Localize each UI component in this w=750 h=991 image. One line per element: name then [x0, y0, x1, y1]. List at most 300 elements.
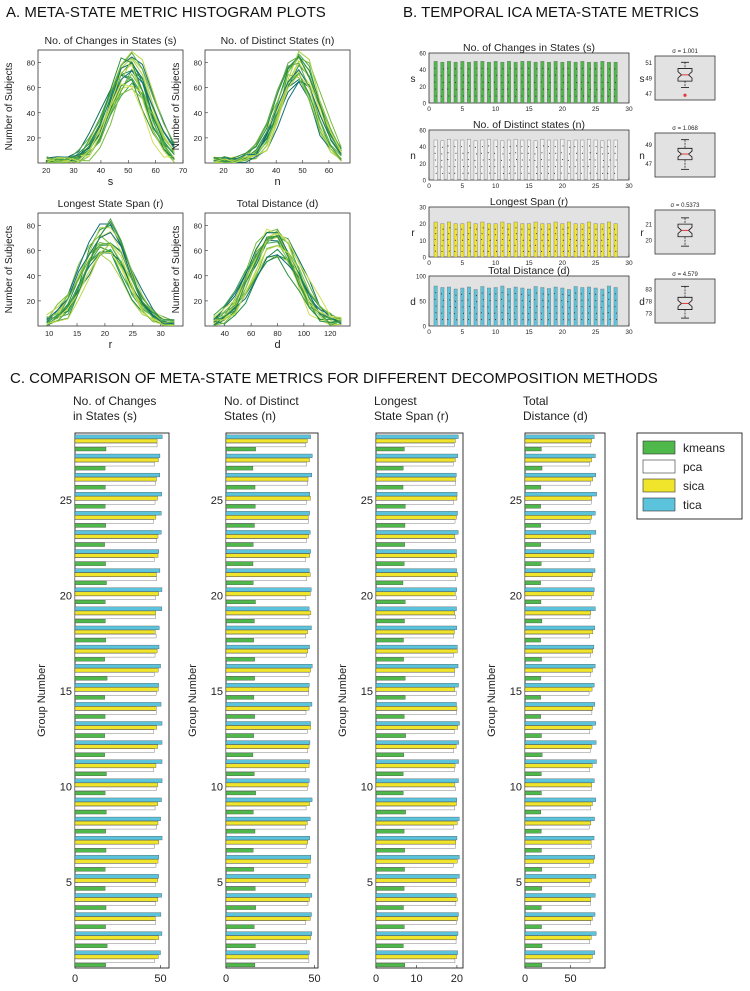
tica_r-subject-dot: [448, 245, 449, 246]
tica_d-subject-dot: [542, 300, 543, 301]
hist_r-ytick-label: 80: [26, 221, 35, 231]
hist_r-ylabel: Number of Subjects: [4, 225, 15, 314]
cmp-bar-sica: [525, 477, 593, 481]
tica_n-subject-dot: [503, 173, 504, 174]
tica_n-subject-dot: [561, 152, 562, 153]
cmp-bar-kmeans: [525, 657, 542, 661]
tica_s-bar: [487, 62, 490, 103]
tica_n-subject-dot: [582, 146, 583, 147]
cmp-bar-tica: [376, 550, 456, 554]
hist_s-xtick-label: 30: [69, 166, 78, 175]
tica_s-subject-dot: [528, 89, 529, 90]
cmp-bar-sica: [376, 707, 457, 711]
tica_n-subject-dot: [574, 146, 575, 147]
tica_n-subject-dot: [561, 173, 562, 174]
tica_n-subject-dot: [608, 166, 609, 167]
tica_r-subject-dot: [588, 245, 589, 246]
cmp-bar-sica: [226, 917, 310, 921]
cmp-bar-kmeans: [525, 505, 541, 509]
tica_r-subject-dot: [595, 245, 596, 246]
cmp-bar-pca: [376, 959, 455, 963]
cmp-bar-pca: [226, 902, 308, 906]
tica_d-subject-dot: [503, 305, 504, 306]
cmp-bar-sica: [376, 726, 458, 730]
tica_d-subject-dot: [548, 294, 549, 295]
cmp-bar-tica: [226, 511, 310, 515]
cmp-bar-tica: [226, 550, 311, 554]
cmp-ytick-label: 5: [366, 877, 373, 890]
cmp-bar-pca: [226, 883, 306, 887]
tica_n-subject-dot: [509, 173, 510, 174]
cmp-bar-pca: [525, 500, 591, 504]
tica_r-subject-dot: [536, 233, 537, 234]
tica_r-subject-dot: [516, 239, 517, 240]
cmp-bar-tica: [525, 779, 594, 783]
hist_r-xtick-label: 30: [156, 329, 165, 338]
cmp-bar-kmeans: [75, 562, 106, 566]
tica_d-subject-dot: [614, 306, 615, 307]
cmp-bar-tica: [226, 683, 309, 687]
tica_n-subject-dot: [575, 166, 576, 167]
cmp-bar-tica: [75, 550, 159, 554]
cmp-bar-tica: [75, 569, 160, 573]
cmp-bar-kmeans: [75, 657, 105, 661]
cmp-bar-pca: [75, 768, 154, 772]
tica_n-xtick-label: 30: [625, 183, 633, 190]
tica_n-subject-dot: [548, 166, 549, 167]
cmp-bar-tica: [525, 550, 594, 554]
cmp-bar-kmeans: [226, 887, 255, 891]
tica_d-subject-dot: [608, 305, 609, 306]
cmp-bar-pca: [226, 596, 306, 600]
tica_s-subject-dot: [581, 82, 582, 83]
cmp-bar-sica: [525, 745, 592, 749]
cmp-xtick-label: 0: [372, 973, 380, 985]
tica_d-subject-dot: [434, 299, 435, 300]
tica_s-subject-dot: [448, 96, 449, 97]
cmp-bar-kmeans: [75, 676, 107, 680]
tica_s-subject-dot: [516, 89, 517, 90]
tica_r-subject-dot: [607, 245, 608, 246]
cmp-bar-kmeans: [525, 466, 542, 470]
cmp-bar-pca: [376, 539, 455, 543]
tica_n-subject-dot: [481, 173, 482, 174]
tica_r-subject-dot: [483, 251, 484, 252]
cmp-bar-sica: [75, 878, 158, 882]
cmp-bar-sica: [226, 573, 310, 577]
tica_d-subject-dot: [608, 312, 609, 313]
tica_s-xtick-label: 20: [558, 106, 566, 113]
tica_s-xtick-label: 10: [492, 106, 500, 113]
tica_d-subject-dot: [528, 295, 529, 296]
cmp-bar-pca: [376, 921, 456, 925]
cmp-bar-kmeans: [75, 466, 105, 470]
tica_r-subject-dot: [502, 227, 503, 228]
cmp-bar-sica: [226, 955, 308, 959]
cmp-ytick-label: 20: [59, 590, 72, 603]
tica_d-subject-dot: [496, 306, 497, 307]
cmp-bar-sica: [376, 535, 455, 539]
cmp-bar-kmeans: [376, 638, 403, 642]
cmp-bar-sica: [376, 668, 455, 672]
cmp-panel-0-ylabel: Group Number: [36, 664, 48, 737]
cmp-bar-sica: [376, 496, 457, 500]
box_d-ytick-label: 83: [645, 287, 652, 294]
tica_s-subject-dot: [476, 75, 477, 76]
tica_d-subject-dot: [582, 313, 583, 314]
cmp-bar-tica: [376, 913, 458, 917]
cmp-bar-tica: [226, 760, 310, 764]
tica_n-subject-dot: [515, 152, 516, 153]
cmp-bar-pca: [75, 653, 155, 657]
cmp-xtick-label: 20: [450, 973, 464, 985]
tica_d-xtick-label: 30: [625, 329, 633, 336]
hist_r-title: Longest State Span (r): [57, 198, 164, 210]
tica_d-subject-dot: [509, 319, 510, 320]
tica_d-subject-dot: [581, 293, 582, 294]
cmp-bar-kmeans: [226, 963, 255, 967]
cmp-bar-tica: [376, 607, 456, 611]
hist_n-ylabel: Number of Subjects: [171, 62, 182, 151]
cmp-bar-tica: [525, 626, 595, 630]
cmp-bar-sica: [226, 687, 309, 691]
tica_r-subject-dot: [523, 251, 524, 252]
cmp-bar-tica: [376, 836, 457, 840]
tica_d-subject-dot: [568, 313, 569, 314]
tica_r-subject-dot: [549, 229, 550, 230]
tica_s-subject-dot: [563, 75, 564, 76]
tica_n-subject-dot: [462, 153, 463, 154]
tica_d-subject-dot: [469, 306, 470, 307]
cmp-bar-kmeans: [376, 581, 403, 585]
tica_r-subject-dot: [543, 234, 544, 235]
cmp-bar-sica: [226, 859, 310, 863]
cmp-bar-kmeans: [525, 696, 541, 700]
cmp-bar-sica: [226, 592, 310, 596]
tica_d-subject-dot: [601, 307, 602, 308]
tica_s-subject-dot: [455, 68, 456, 69]
tica_s-ytick-label: 0: [422, 101, 426, 108]
tica_r-subject-dot: [523, 240, 524, 241]
cmp-bar-pca: [226, 787, 307, 791]
tica_n-subject-dot: [555, 146, 556, 147]
hist_n-xtick-label: 20: [219, 166, 228, 175]
cmp-bar-sica: [226, 630, 308, 634]
tica_d-subject-dot: [535, 319, 536, 320]
tica_n-subject-dot: [449, 166, 450, 167]
tica_r-subject-dot: [588, 239, 589, 240]
hist_s-ytick-label: 40: [26, 108, 35, 118]
tica_d-subject-dot: [615, 300, 616, 301]
tica_n-xtick-label: 25: [592, 183, 600, 190]
cmp-bar-tica: [226, 932, 312, 936]
cmp-bar-tica: [525, 607, 595, 611]
tica_s-subject-dot: [556, 89, 557, 90]
cmp-panel-1-title-line2: States (n): [224, 409, 277, 423]
cmp-bar-kmeans: [75, 791, 105, 795]
tica_n-subject-dot: [502, 153, 503, 154]
cmp-ytick-label: 20: [509, 590, 522, 603]
tica_s-subject-dot: [528, 75, 529, 76]
tica_r-subject-dot: [443, 240, 444, 241]
tica_s-subject-dot: [476, 68, 477, 69]
cmp-bar-kmeans: [525, 753, 542, 757]
tica_s-subject-dot: [590, 89, 591, 90]
hist_s-xtick-label: 20: [42, 166, 51, 175]
tica_r-subject-dot: [501, 245, 502, 246]
cmp-bar-sica: [376, 783, 455, 787]
cmp-bar-kmeans: [525, 715, 541, 719]
tica_r-subject-dot: [502, 251, 503, 252]
cmp-bar-tica: [525, 798, 596, 802]
tica_r-subject-dot: [434, 245, 435, 246]
cmp-bar-pca: [226, 577, 307, 581]
tica_d-subject-dot: [468, 319, 469, 320]
tica_d-subject-dot: [574, 312, 575, 313]
cmp-bar-sica: [226, 707, 309, 711]
cmp-bar-pca: [525, 883, 590, 887]
cmp-bar-tica: [525, 836, 594, 840]
tica_n-subject-dot: [488, 152, 489, 153]
hist_d-xtick-label: 80: [273, 329, 282, 338]
tica_d-subject-dot: [602, 301, 603, 302]
tica_r-subject-dot: [614, 229, 615, 230]
tica_r-bar: [601, 224, 604, 257]
cmp-bar-pca: [75, 806, 155, 810]
cmp-bar-pca: [376, 711, 457, 715]
tica_r-subject-dot: [463, 234, 464, 235]
cmp-bar-tica: [75, 893, 162, 897]
tica_r-subject-dot: [563, 251, 564, 252]
tica_s-subject-dot: [443, 82, 444, 83]
tica_r-subject-dot: [488, 229, 489, 230]
tica_n-subject-dot: [548, 146, 549, 147]
tica_d-subject-dot: [495, 293, 496, 294]
tica_s-subject-dot: [595, 68, 596, 69]
cmp-bar-pca: [226, 500, 306, 504]
tica_d-subject-dot: [447, 319, 448, 320]
tica_r-subject-dot: [596, 229, 597, 230]
tica_d-xtick-label: 10: [492, 329, 500, 336]
cmp-ytick-label: 5: [65, 877, 72, 890]
tica_r-subject-dot: [495, 245, 496, 246]
cmp-bar-pca: [525, 481, 591, 485]
tica_n-subject-dot: [528, 166, 529, 167]
tica_s-subject-dot: [588, 96, 589, 97]
cmp-bar-sica: [75, 592, 159, 596]
tica_r-subject-dot: [443, 229, 444, 230]
hist_s-ytick-label: 80: [26, 58, 35, 68]
tica_r-subject-dot: [536, 239, 537, 240]
tica_d-ylabel: d: [410, 297, 416, 308]
tica_d-subject-dot: [575, 299, 576, 300]
tica_n-subject-dot: [610, 159, 611, 160]
cmp-bar-pca: [525, 749, 590, 753]
tica_n-subject-dot: [482, 146, 483, 147]
tica_s-subject-dot: [434, 82, 435, 83]
cmp-bar-kmeans: [226, 868, 254, 872]
cmp-xtick-label: 50: [564, 973, 577, 985]
tica_r-subject-dot: [482, 233, 483, 234]
tica_r-subject-dot: [555, 251, 556, 252]
tica_s-subject-dot: [509, 68, 510, 69]
tica_d-subject-dot: [615, 293, 616, 294]
tica_s-subject-dot: [481, 75, 482, 76]
cmp-bar-tica: [376, 951, 458, 955]
tica_s-xtick-label: 5: [460, 106, 465, 113]
tica_r-subject-dot: [448, 233, 449, 234]
cmp-bar-kmeans: [376, 524, 405, 528]
cmp-bar-kmeans: [376, 447, 404, 451]
cmp-xtick-label: 50: [308, 973, 321, 985]
cmp-bar-kmeans: [376, 810, 406, 814]
cmp-bar-sica: [226, 726, 311, 730]
tica_n-subject-dot: [542, 166, 543, 167]
cmp-bar-pca: [75, 940, 155, 944]
tica_n-subject-dot: [447, 159, 448, 160]
cmp-bar-kmeans: [376, 887, 404, 891]
cmp-bar-sica: [376, 477, 455, 481]
cmp-bar-sica: [376, 745, 456, 749]
hist_n-ytick-label: 80: [193, 58, 202, 68]
tica_d-subject-dot: [468, 299, 469, 300]
tica_n-subject-dot: [449, 173, 450, 174]
tica_n-subject-dot: [569, 147, 570, 148]
cmp-bar-sica: [226, 611, 311, 615]
tica_n-subject-dot: [588, 166, 589, 167]
tica_s-subject-dot: [602, 82, 603, 83]
tica_d-subject-dot: [489, 294, 490, 295]
cmp-bar-pca: [75, 787, 156, 791]
tica_s-subject-dot: [595, 75, 596, 76]
cmp-bar-kmeans: [75, 600, 105, 604]
tica_d-subject-dot: [609, 319, 610, 320]
tica_s-subject-dot: [508, 82, 509, 83]
tica_s-subject-dot: [534, 82, 535, 83]
tica_s-subject-dot: [468, 68, 469, 69]
tica_d-subject-dot: [561, 300, 562, 301]
cmp-bar-pca: [226, 443, 306, 447]
tica_r-subject-dot: [475, 234, 476, 235]
tica_n-subject-dot: [469, 145, 470, 146]
cmp-bar-kmeans: [376, 543, 405, 547]
tica_d-subject-dot: [547, 307, 548, 308]
tica_n-subject-dot: [569, 166, 570, 167]
tica_r-subject-dot: [609, 251, 610, 252]
tica_n-subject-dot: [521, 153, 522, 154]
cmp-bar-sica: [376, 687, 455, 691]
tica_r-xtick-label: 5: [460, 260, 465, 267]
tica_r-subject-dot: [567, 233, 568, 234]
cmp-bar-sica: [525, 439, 592, 443]
cmp-bar-sica: [525, 573, 593, 577]
cmp-bar-tica: [226, 741, 310, 745]
cmp-bar-pca: [525, 596, 591, 600]
box_n-sigma: σ = 1.068: [672, 126, 698, 132]
tica_n-subject-dot: [615, 146, 616, 147]
cmp-bar-kmeans: [75, 696, 105, 700]
tica_r-subject-dot: [461, 229, 462, 230]
tica_r-subject-dot: [555, 233, 556, 234]
tica_n-subject-dot: [596, 173, 597, 174]
tica_n-subject-dot: [494, 153, 495, 154]
cmp-bar-tica: [75, 664, 161, 668]
cmp-bar-sica: [226, 878, 308, 882]
cmp-bar-pca: [376, 577, 456, 581]
hist_s-xtick-label: 60: [151, 166, 160, 175]
cmp-bar-pca: [525, 672, 591, 676]
hist_s-title: No. of Changes in States (s): [44, 35, 177, 47]
cmp-bar-tica: [525, 741, 596, 745]
tica_n-subject-dot: [536, 147, 537, 148]
tica_d-subject-dot: [436, 305, 437, 306]
cmp-bar-kmeans: [376, 466, 403, 470]
tica_n-subject-dot: [615, 153, 616, 154]
cmp-bar-tica: [75, 932, 162, 936]
tica_d-subject-dot: [595, 294, 596, 295]
tica_r-subject-dot: [468, 239, 469, 240]
tica_d-ytick-label: 100: [415, 274, 426, 281]
tica_r-subject-dot: [569, 245, 570, 246]
tica_n-subject-dot: [528, 173, 529, 174]
cmp-bar-sica: [75, 687, 158, 691]
cmp-bar-kmeans: [525, 791, 541, 795]
tica_n-subject-dot: [549, 153, 550, 154]
cmp-bar-sica: [525, 764, 592, 768]
cmp-bar-kmeans: [376, 696, 405, 700]
tica_n-subject-dot: [602, 153, 603, 154]
cmp-bar-tica: [376, 664, 458, 668]
cmp-bar-pca: [75, 902, 156, 906]
cmp-bar-kmeans: [376, 944, 403, 948]
tica_n-subject-dot: [541, 173, 542, 174]
cmp-bar-sica: [226, 821, 307, 825]
cmp-bar-sica: [75, 439, 157, 443]
cmp-bar-tica: [525, 893, 595, 897]
tica_n-subject-dot: [468, 152, 469, 153]
box_n-ylabel: n: [639, 151, 645, 162]
tica_d-subject-dot: [603, 295, 604, 296]
tica_d-subject-dot: [596, 319, 597, 320]
cmp-bar-kmeans: [226, 848, 253, 852]
cmp-bar-sica: [75, 458, 158, 462]
tica_r-subject-dot: [582, 229, 583, 230]
tica_n-subject-dot: [582, 153, 583, 154]
hist_d-title: Total Distance (d): [236, 198, 319, 210]
tica_d-subject-dot: [454, 313, 455, 314]
tica_n-subject-dot: [515, 173, 516, 174]
cmp-bar-tica: [226, 473, 312, 477]
tica_r-subject-dot: [589, 227, 590, 228]
cmp-bar-pca: [376, 787, 455, 791]
cmp-bar-pca: [525, 730, 590, 734]
cmp-bar-sica: [525, 878, 591, 882]
cmp-bar-kmeans: [525, 734, 541, 738]
tica_r-subject-dot: [514, 245, 515, 246]
tica_r-subject-dot: [454, 251, 455, 252]
tica_d-xtick-label: 15: [525, 329, 533, 336]
tica_r-subject-dot: [528, 229, 529, 230]
tica_n-subject-dot: [534, 160, 535, 161]
cmp-ytick-label: 15: [59, 685, 72, 698]
cmp-panel-3-title-line1: Total: [523, 394, 549, 408]
tica_n-subject-dot: [455, 153, 456, 154]
cmp-bar-sica: [226, 496, 310, 500]
cmp-bar-tica: [525, 951, 595, 955]
tica_d-subject-dot: [476, 313, 477, 314]
cmp-bar-pca: [75, 863, 156, 867]
cmp-bar-sica: [525, 707, 593, 711]
